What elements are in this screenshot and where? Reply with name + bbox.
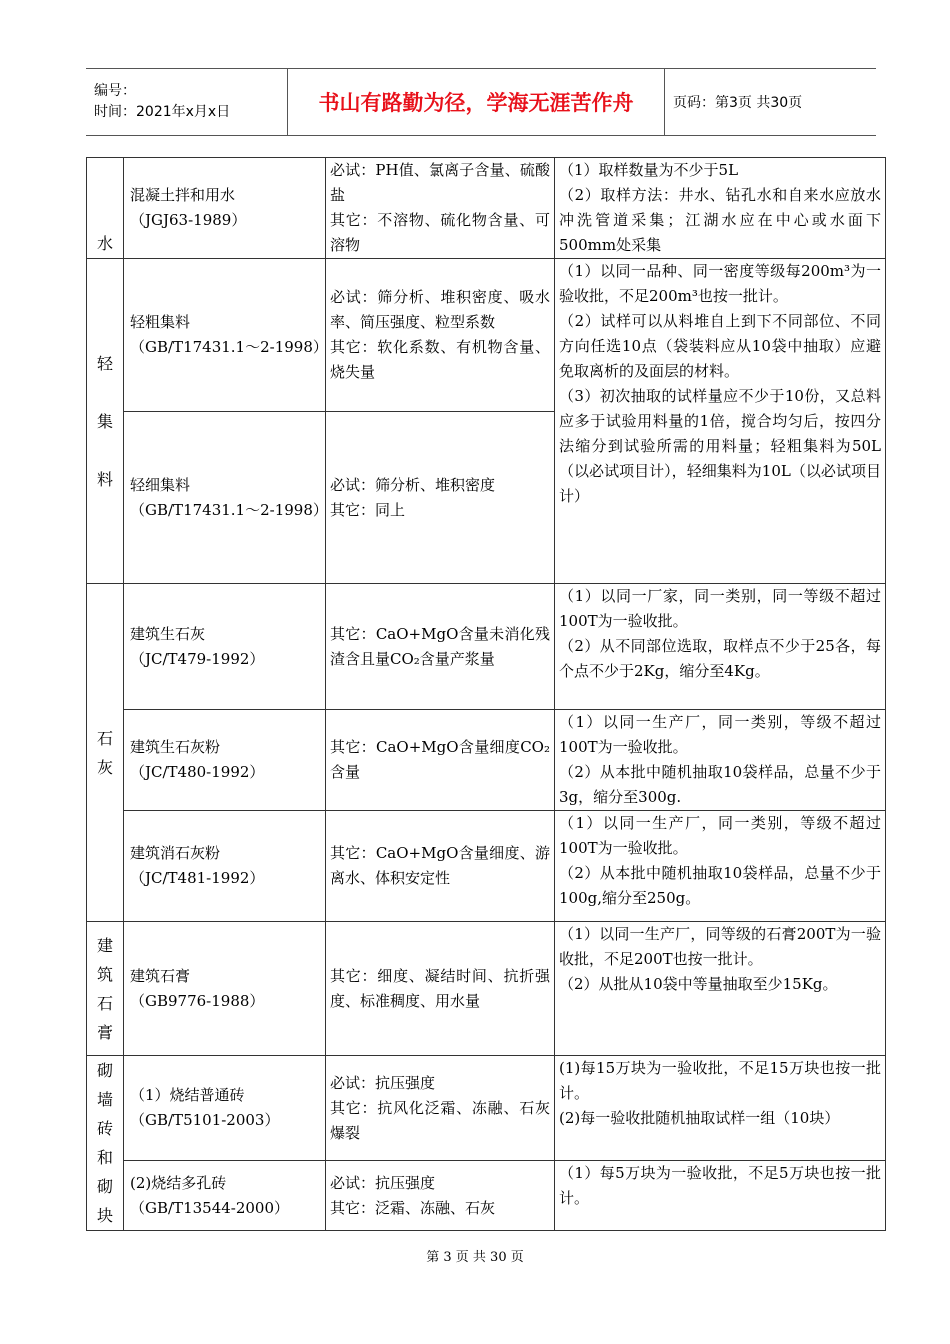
material-name: 建筑石膏 （GB9776-1988） [124,922,326,1056]
sampling-rules: （1）以同一生产厂，同等级的石膏200T为一验收批，不足200T也按一批计。 （2）从批从10袋中等量抽取至少15Kg。 [555,922,886,1056]
time-label: 时间：2021年x月x日 [94,104,231,120]
test-items: 其它：CaO+MgO含量细度CO₂含量 [326,710,555,811]
table-row [87,710,886,811]
material-name: 建筑生石灰粉 （JC/T480-1992） [124,710,326,811]
test-items: 必试：抗压强度 其它：泛霜、冻融、石灰 [326,1161,555,1231]
table-row [87,922,886,1056]
page-footer: 第 3 页 共 30 页 [426,1250,524,1265]
table-row [87,1056,886,1161]
sampling-rules: （1）以同一厂家，同一类别，同一等级不超过100T为一验收批。 （2）从不同部位选取，取样点不少于25各，每个点不少于2Kg，缩分至4Kg。 [555,584,886,710]
sampling-rules: （1）以同一生产厂，同一类别，等级不超过100T为一验收批。 （2）从本批中随机抽取10袋样品，总量不少于100g,缩分至250g。 [555,811,886,922]
category-cell: 水 [87,158,124,259]
material-name: 轻细集料 （GB/T17431.1～2-1998） [124,412,326,584]
motto: 书山有路勤为径，学海无涯苦作舟 [288,69,665,136]
sampling-rules: (1)每15万块为一验收批，不足15万块也按一批计。 (2)每一验收批随机抽取试样一组（10块） [555,1056,886,1161]
sampling-rules: （1）以同一生产厂，同一类别，等级不超过100T为一验收批。 （2）从本批中随机抽取10袋样品，总量不少于3g，缩分至300g. [555,710,886,811]
test-items: 其它：CaO+MgO含量未消化残渣含且量CO₂含量产浆量 [326,584,555,710]
sampling-rules: （1）取样数量为不少于5L （2）取样方法：井水、钻孔水和自来水应放水冲洗管道采集；江湖水应在中心或水面下500mm处采集 [555,158,886,259]
category-cell: 砌 墙 砖 和 砌 块 [87,1056,124,1231]
material-name: 建筑生石灰 （JC/T479-1992） [124,584,326,710]
category-cell: 石 灰 [87,584,124,922]
table-row [87,584,886,710]
test-items: 必试：筛分析、堆积密度、吸水率、简压强度、粒型系数 其它：软化系数、有机物含量、烧失量 [326,259,555,412]
page-label: 页码：第3页 共30页 [673,95,803,111]
test-items: 其它：细度、凝结时间、抗折强度、标准稠度、用水量 [326,922,555,1056]
test-items: 必试：PH值、氯离子含量、硫酸盐 其它：不溶物、硫化物含量、可溶物 [326,158,555,259]
page-header [86,68,876,136]
table-row [87,158,886,259]
material-name: 建筑消石灰粉 （JC/T481-1992） [124,811,326,922]
material-name: 轻粗集料 （GB/T17431.1～2-1998） [124,259,326,412]
category-cell: 轻 集 料 [87,259,124,584]
header-meta [86,69,288,136]
test-items: 必试：筛分析、堆积密度 其它：同上 [326,412,555,584]
sampling-rules: （1）以同一品种、同一密度等级每200m³为一验收批，不足200m³也按一批计。 （2）试样可以从料堆自上到下不同部位、不同方向任选10点（袋装料应从10袋中抽取）应避免取离析的及面层的材料。 （3）初次抽取的试样量应不少于10份，又总料应多于试验用料量的1倍，搅合均匀后，按四分法缩分到试验所需的用料量；轻粗集料为50L（以必试项目计），轻细集料为10L（以必试项目计） [555,259,886,584]
materials-table [86,157,886,1231]
material-name: （1）烧结普通砖 （GB/T5101-2003） [124,1056,326,1161]
table-row [87,259,886,412]
number-label: 编号： [94,83,136,99]
category-cell: 建 筑 石 膏 [87,922,124,1056]
table-row [87,811,886,922]
sampling-rules: （1）每5万块为一验收批，不足5万块也按一批计。 [555,1161,886,1231]
material-name: 混凝土拌和用水 （JGJ63-1989） [124,158,326,259]
test-items: 必试：抗压强度 其它：抗风化泛霜、冻融、石灰爆裂 [326,1056,555,1161]
material-name: (2)烧结多孔砖 （GB/T13544-2000） [124,1161,326,1231]
test-items: 其它：CaO+MgO含量细度、游离水、体积安定性 [326,811,555,922]
table-row [87,1161,886,1231]
